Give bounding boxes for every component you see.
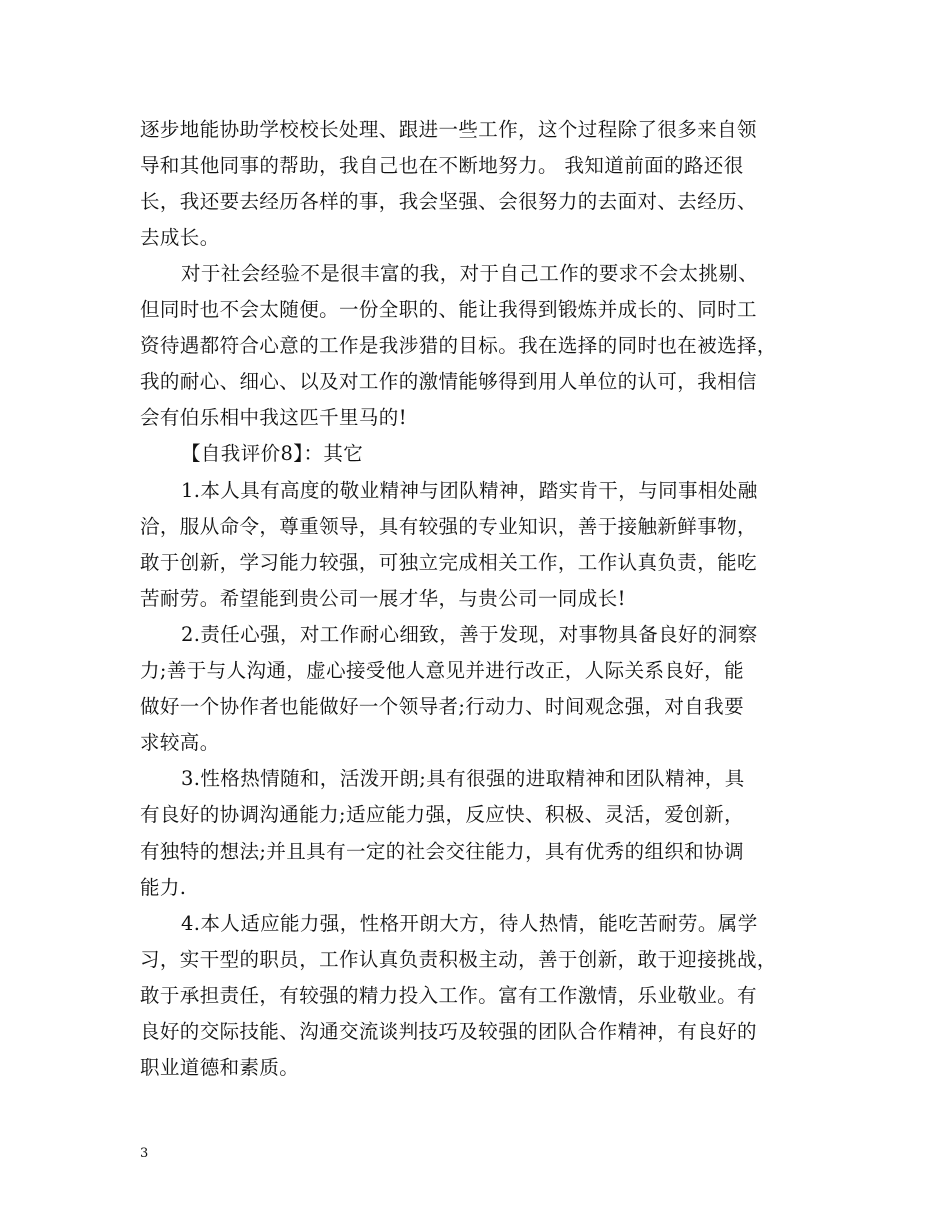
paragraph-first-line: 3.性格热情随和，活泼开朗;具有很强的进取精神和团队精神，具 <box>181 767 745 790</box>
body-text-line: 洽，服从命令，尊重领导，具有较强的专业知识，善于接触新鲜事物， <box>140 515 757 538</box>
body-text-line: 能力. <box>140 876 187 899</box>
body-text-line: 有良好的协调沟通能力;适应能力强，反应快、积极、灵活，爱创新， <box>140 803 744 826</box>
body-text-line: 但同时也不会太随便。一份全职的、能让我得到锻炼并成长的、同时工 <box>140 298 757 321</box>
paragraph-first-line: 对于社会经验不是很丰富的我，对于自己工作的要求不会太挑剔、 <box>181 262 759 285</box>
page-number: 3 <box>140 1146 149 1161</box>
body-text-line: 去成长。 <box>140 226 220 249</box>
body-text-line: 逐步地能协助学校校长处理、跟进一些工作，这个过程除了很多来自领 <box>140 118 757 141</box>
section-heading: 【自我评价8】：其它 <box>181 442 364 465</box>
body-text-line: 求较高。 <box>140 731 220 754</box>
body-text-line: 资待遇都符合心意的工作是我涉猎的目标。我在选择的同时也在被选择， <box>140 334 777 357</box>
body-text-line: 职业道德和素质。 <box>140 1056 300 1079</box>
body-text-line: 我的耐心、细心、以及对工作的激情能够得到用人单位的认可，我相信 <box>140 370 757 393</box>
paragraph-first-line: 1.本人具有高度的敬业精神与团队精神，踏实肯干，与同事相处融 <box>181 479 758 502</box>
body-text-line: 长，我还要去经历各样的事，我会坚强、会很努力的去面对、去经历、 <box>140 190 757 213</box>
body-text-line: 力;善于与人沟通，虚心接受他人意见并进行改正，人际关系良好，能 <box>140 659 744 682</box>
body-text-line: 导和其他同事的帮助，我自己也在不断地努力。 我知道前面的路还很 <box>140 154 744 177</box>
paragraph-first-line: 2.责任心强，对工作耐心细致，善于发现，对事物具备良好的洞察 <box>181 623 758 646</box>
body-text-line: 有独特的想法;并且具有一定的社会交往能力，具有优秀的组织和协调 <box>140 840 744 863</box>
paragraph-first-line: 4.本人适应能力强，性格开朗大方，待人热情，能吃苦耐劳。属学 <box>181 912 758 935</box>
body-text-line: 习，实干型的职员，工作认真负责积极主动，善于创新，敢于迎接挑战， <box>140 948 777 971</box>
body-text-line: 苦耐劳。希望能到贵公司一展才华，与贵公司一同成长! <box>140 587 626 610</box>
body-text-line: 会有伯乐相中我这匹千里马的! <box>140 406 407 429</box>
body-text-line: 敢于承担责任，有较强的精力投入工作。富有工作激情，乐业敬业。有 <box>140 984 757 1007</box>
body-text-line: 良好的交际技能、沟通交流谈判技巧及较强的团队合作精神，有良好的 <box>140 1020 757 1043</box>
body-text-line: 做好一个协作者也能做好一个领导者;行动力、时间观念强，对自我要 <box>140 695 744 718</box>
body-text-line: 敢于创新，学习能力较强，可独立完成相关工作，工作认真负责，能吃 <box>140 551 757 574</box>
